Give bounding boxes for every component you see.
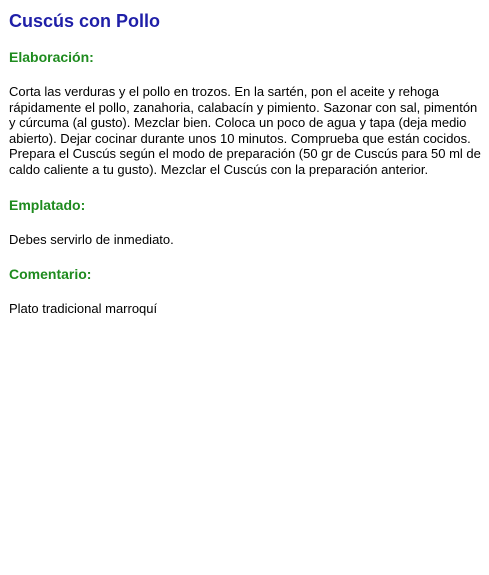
section-heading-emplatado: Emplatado: — [9, 196, 86, 213]
section-elaboracion — [9, 49, 481, 178]
section-body-comentario: Plato tradicional marroquí — [9, 301, 158, 317]
section-emplatado — [9, 197, 481, 248]
section-body-elaboracion: Corta las verduras y el pollo en trozos. En la sartén, pon el aceite y rehoga rápidamente el pollo, zanahoria, calabacín y pimiento. Sazonar con sal, pimentón y cúrcuma (al gusto). Mezclar bien. Coloca un poco de agua y tapa (deja medio abierto). Dejar cocinar durante unos 10 minutos. Comprueba que están cocidos. Prepara el Cuscús según el modo de preparación (50 gr de Cuscús para 50 ml de caldo caliente a tu gusto). Mezclar el Cuscús con la preparación anterior. — [9, 84, 481, 177]
section-heading-comentario: Comentario: — [9, 266, 92, 283]
recipe-title: Cuscús con Pollo — [9, 11, 161, 31]
section-heading-elaboracion: Elaboración: — [9, 49, 94, 65]
section-body-emplatado: Debes servirlo de inmediato. — [9, 231, 174, 247]
section-comentario — [9, 266, 481, 317]
